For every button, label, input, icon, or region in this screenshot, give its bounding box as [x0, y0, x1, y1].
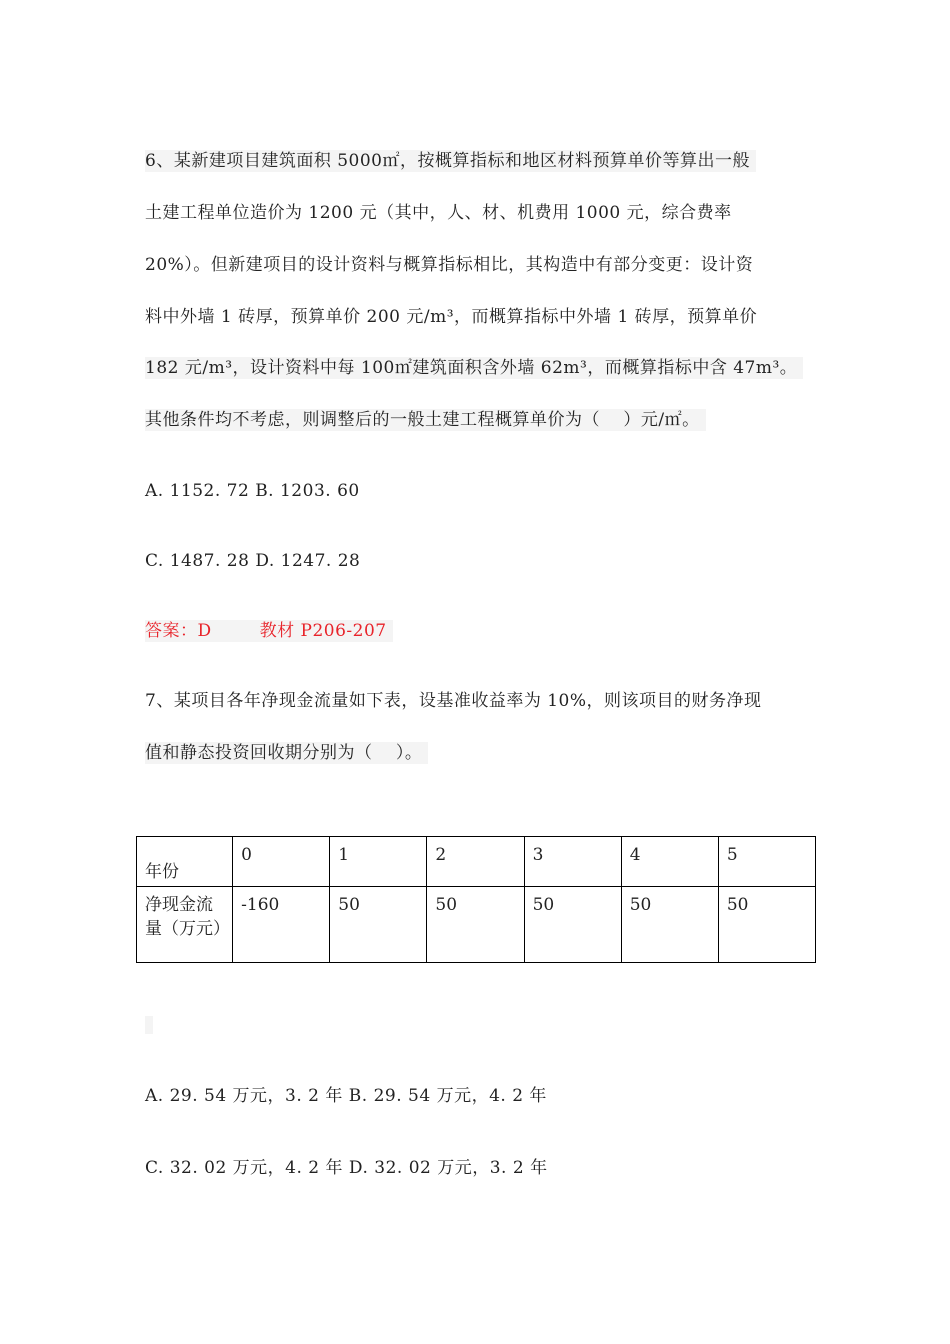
table-cell-flow-3: 50 [524, 887, 621, 963]
table-cell-flow-5: 50 [718, 887, 815, 963]
table-cell-flow-0: -160 [233, 887, 330, 963]
blank-highlight-mark [145, 1016, 153, 1034]
table-cell-flow-1: 50 [330, 887, 427, 963]
q6-line-5: 182 元/m³，设计资料中每 100㎡建筑面积含外墙 62m³，而概算指标中含 47m³。 [145, 357, 803, 379]
q7-line-1: 7、某项目各年净现金流量如下表，设基准收益率为 10%，则该项目的财务净现 [145, 691, 762, 711]
cash-flow-table [136, 836, 816, 963]
table-cell-year-2: 2 [427, 837, 524, 887]
q6-line-4: 料中外墙 1 砖厚，预算单价 200 元/m³，而概算指标中外墙 1 砖厚，预算单价 [145, 307, 758, 327]
q6-option-cd: C. 1487. 28 D. 1247. 28 [145, 551, 361, 571]
q7-option-cd: C. 32. 02 万元，4. 2 年 D. 32. 02 万元，3. 2 年 [145, 1158, 548, 1178]
q6-answer-label: 答案：D [145, 621, 212, 641]
q6-answer-reference: 教材 P206-207 [259, 621, 387, 641]
table-cell-year-1: 1 [330, 837, 427, 887]
table-cell-flow-2: 50 [427, 887, 524, 963]
table-cell-year-4: 4 [621, 837, 718, 887]
table-row-cash-flow [137, 887, 816, 963]
table-cell-flow-label: 净现金流量（万元） [137, 887, 233, 963]
q6-line-3: 20%）。但新建项目的设计资料与概算指标相比，其构造中有部分变更：设计资 [145, 255, 754, 275]
q6-option-ab: A. 1152. 72 B. 1203. 60 [145, 481, 360, 501]
q6-line-1: 6、某新建项目建筑面积 5000㎡，按概算指标和地区材料预算单价等算出一般 [145, 150, 756, 172]
table-cell-year-0: 0 [233, 837, 330, 887]
q7-line-2: 值和静态投资回收期分别为（ ）。 [145, 742, 428, 764]
q6-answer [145, 620, 393, 642]
q6-line-2: 土建工程单位造价为 1200 元（其中，人、材、机费用 1000 元，综合费率 [145, 203, 732, 223]
q6-line-6: 其他条件均不考虑，则调整后的一般土建工程概算单价为（ ）元/㎡。 [145, 409, 706, 431]
table-cell-flow-4: 50 [621, 887, 718, 963]
table-row-years [137, 837, 816, 887]
table-cell-year-5: 5 [718, 837, 815, 887]
table-cell-year-label: 年份 [137, 837, 233, 887]
q7-option-ab: A. 29. 54 万元，3. 2 年 B. 29. 54 万元，4. 2 年 [145, 1086, 547, 1106]
table-cell-year-3: 3 [524, 837, 621, 887]
